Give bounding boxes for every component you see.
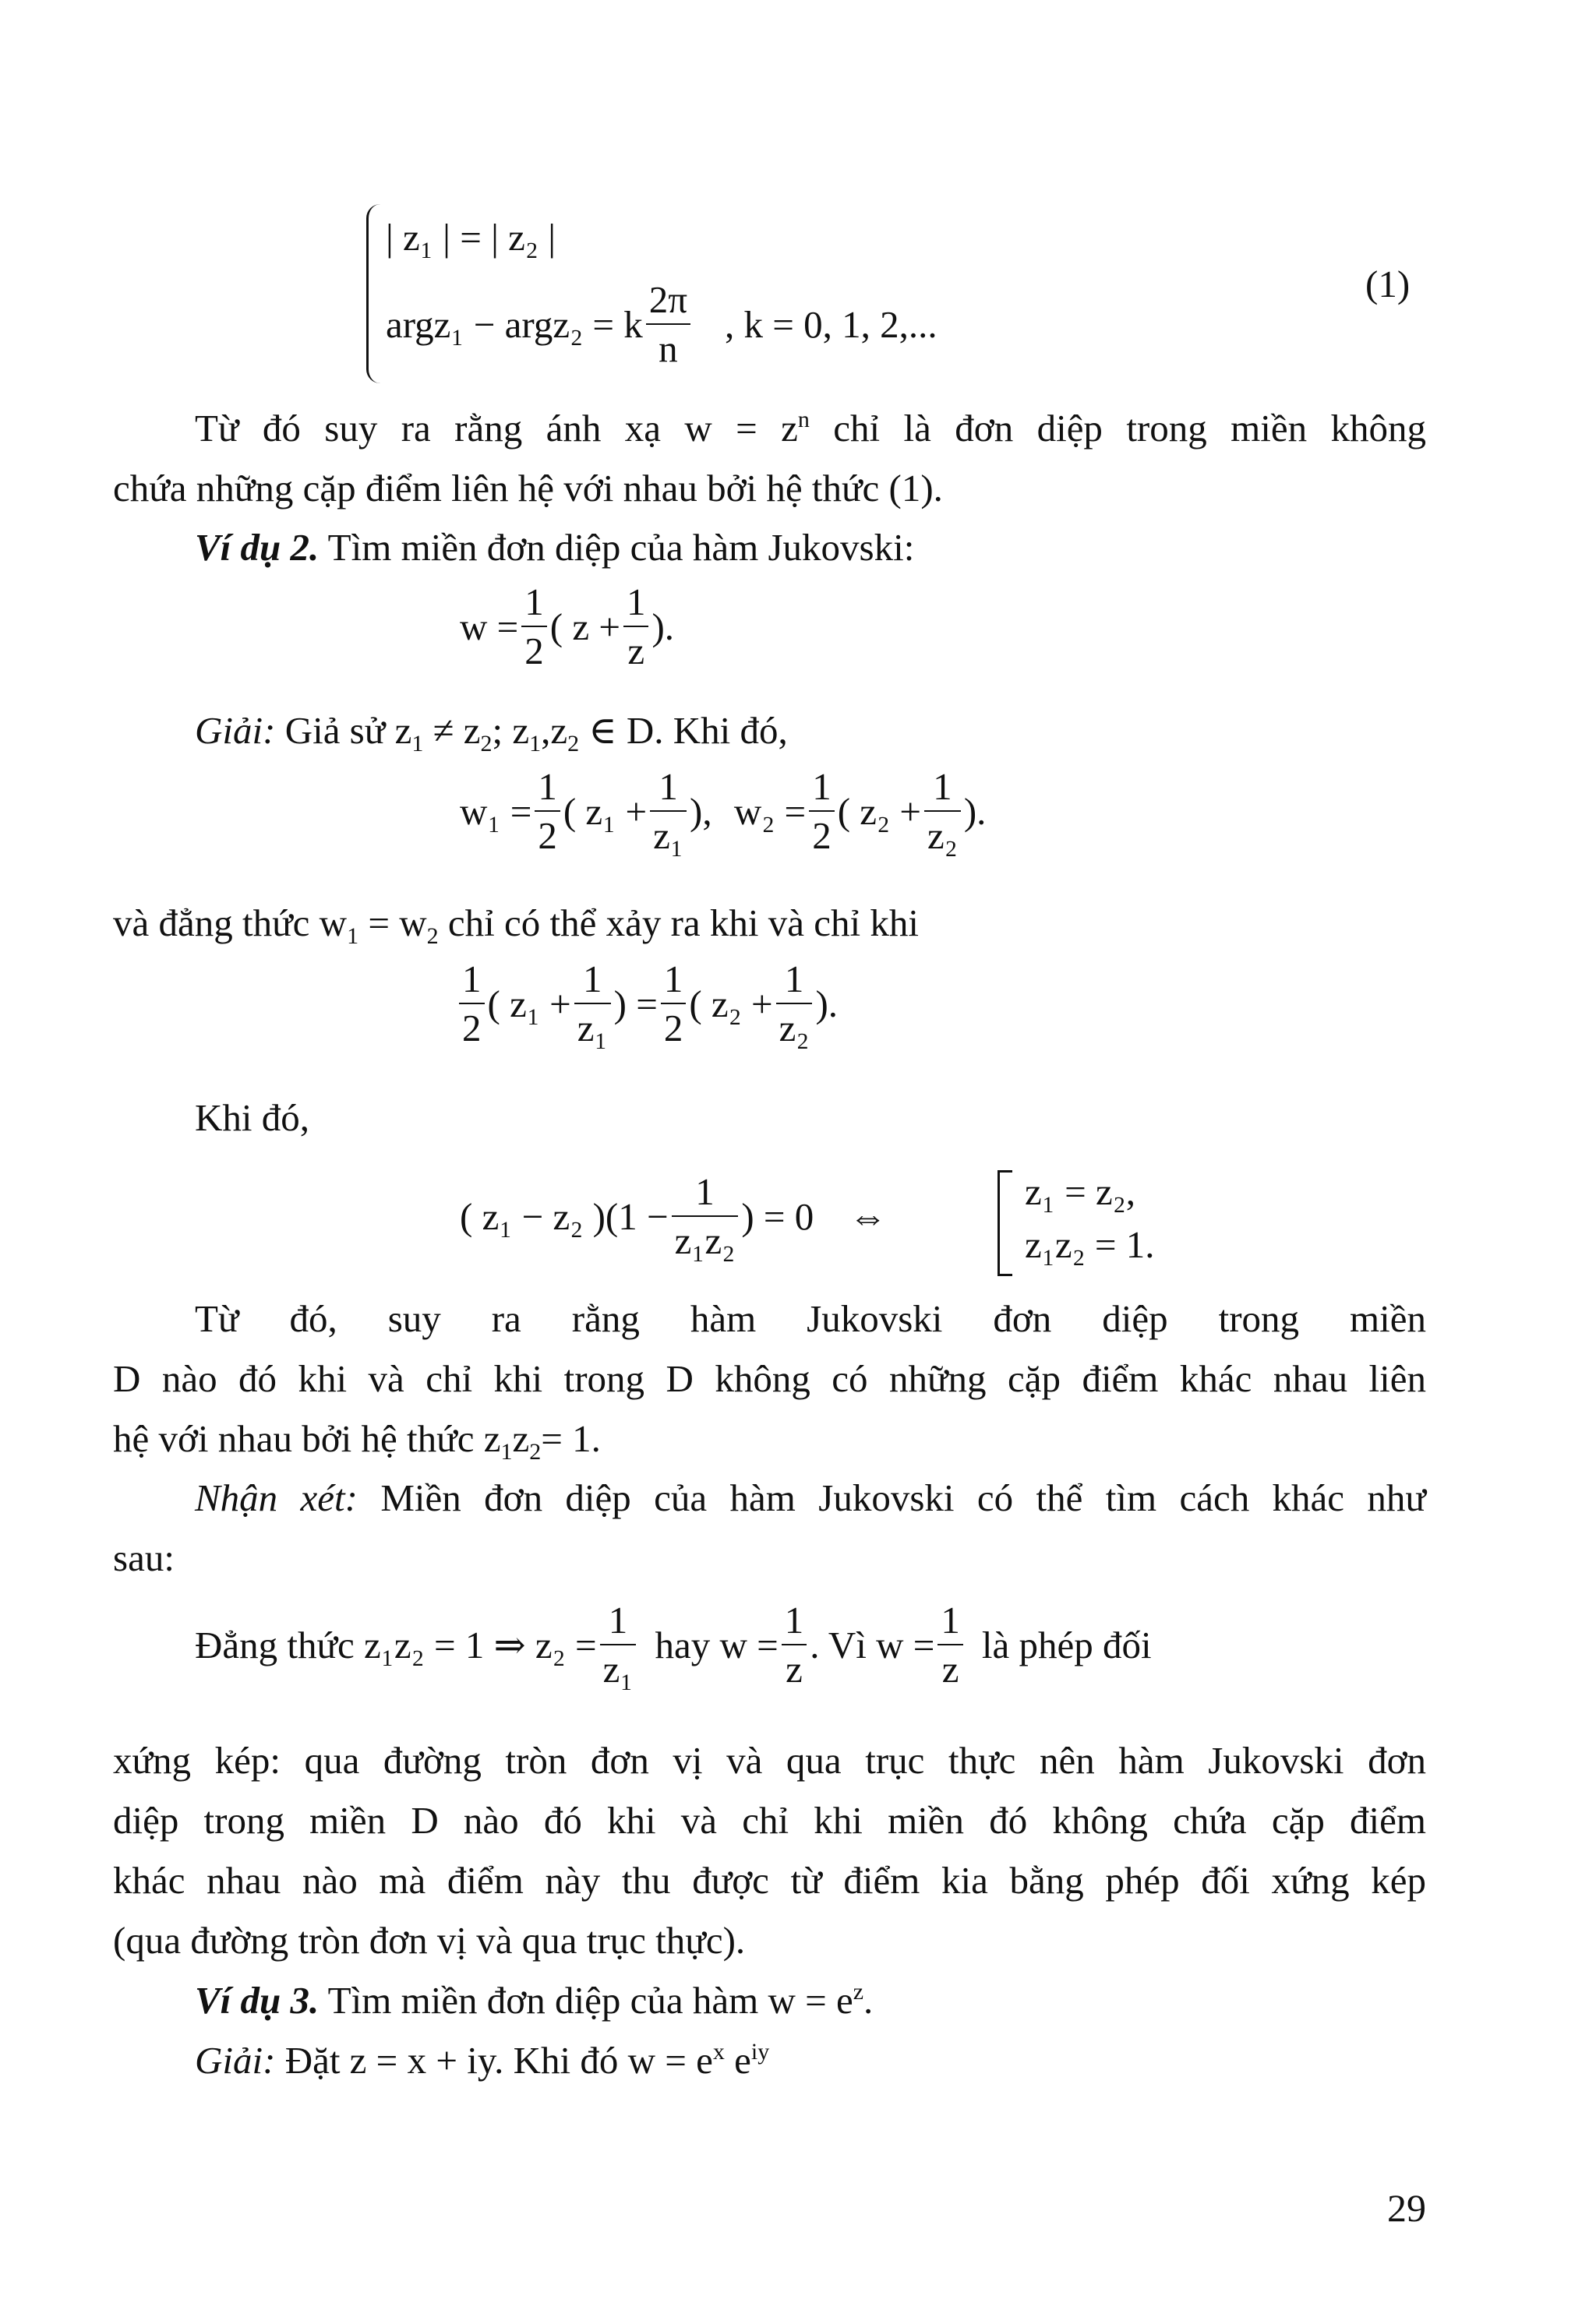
equation-label-1: (1) [1365, 263, 1411, 305]
solution-2-line: Giải: Giả sử $z_1 \ne z_2$; $z_1,z_2$ ∈ D. Khi đó, [195, 709, 788, 756]
equation-jukovski: w = $\frac{1}{2}$ ( z + $\frac{1}{z}$ ). [460, 580, 675, 672]
remark-line1: Nhận xét: Miền đơn diệp của hàm Jukovski có thể tìm cách khác như [195, 1476, 1426, 1519]
paragraph-4-line1: Từ đó, suy ra rằng hàm Jukovski đơn diệp trong miền [195, 1297, 1426, 1340]
paragraph-4-line2: D nào đó khi và chỉ khi trong D không có những cặp điểm khác nhau liên [113, 1357, 1426, 1400]
case-2: z₁z₂ = 1. [1025, 1223, 1155, 1266]
solution-3-line: Giải: Đặt z = x + iy. Khi đó $w = e^x$ $e^{iy}$ [195, 2039, 770, 2082]
paragraph-3: Khi đó, [195, 1096, 309, 1139]
paragraph-5-line2: diệp trong miền D nào đó khi và chỉ khi miền đó không chứa cặp điểm [113, 1799, 1426, 1842]
paragraph-1-line1: Từ đó suy ra rằng ánh xạ $w = z^n$ chỉ là đơn diệp trong miền không [195, 407, 1426, 450]
example-3-heading: Ví dụ 3. Tìm miền đơn diệp của hàm $w = e^z$. [195, 1979, 874, 2022]
example-2-heading: Ví dụ 2. Tìm miền đơn diệp của hàm Jukovski: [195, 526, 915, 569]
equation-w1-w2: w₁ = $\frac{1}{2}$ ( z₁ + $\frac{1}{\text{z₁}}$ ), w₂ = $\frac{1}{2}$ ( z₂ + $\frac{1}{\text{z₂}}$ ). [460, 765, 987, 857]
equation-equality: $\frac{1}{2}$ ( z₁ + $\frac{1}{\text{z₁}}$ ) = $\frac{1}{2}$ ( z₂ + $\frac{1}{\text{z₂}}$ ). [456, 960, 838, 1047]
paragraph-5-line3: khác nhau nào mà điểm này thu được từ điểm kia bằng phép đối xứng kép [113, 1859, 1426, 1902]
system-row1: | z₁ | = | z₂ | [386, 216, 556, 259]
system-brace [366, 204, 383, 383]
case-1: z₁ = z₂, [1025, 1170, 1136, 1213]
case-bracket [998, 1170, 1012, 1276]
paragraph-2: và đẳng thức $w_1 = w_2$ chỉ có thể xảy ra khi và chỉ khi [113, 901, 919, 949]
equation-remark: Đẳng thức z₁z₂ = 1 ⇒ z₂ = $\frac{1}{\text{z₁}}$ hay w = $\frac{1}{z}$ . Vì w = $\frac{1}{z}$ là phép đối [195, 1599, 1152, 1691]
equation-product: ( z₁ − z₂ )(1 − $\frac{1}{\text{z₁z₂}}$ ) = 0 ⇔ [460, 1170, 888, 1262]
remark-line2: sau: [113, 1536, 175, 1579]
paragraph-5-line1: xứng kép: qua đường tròn đơn vị và qua trục thực nên hàm Jukovski đơn [113, 1739, 1426, 1782]
paragraph-4-line3: hệ với nhau bởi hệ thức $z_1z_2= 1$. [113, 1417, 601, 1465]
page-number: 29 [1387, 2186, 1426, 2230]
paragraph-1-line2: chứa những cặp điểm liên hệ với nhau bởi hệ thức (1). [113, 467, 943, 510]
system-row2: argz₁ − argz₂ = k $\frac{2\pi}{n}$ , k = 0, 1, 2,... [386, 278, 937, 370]
paragraph-5-line4: (qua đường tròn đơn vị và qua trục thực). [113, 1919, 746, 1962]
